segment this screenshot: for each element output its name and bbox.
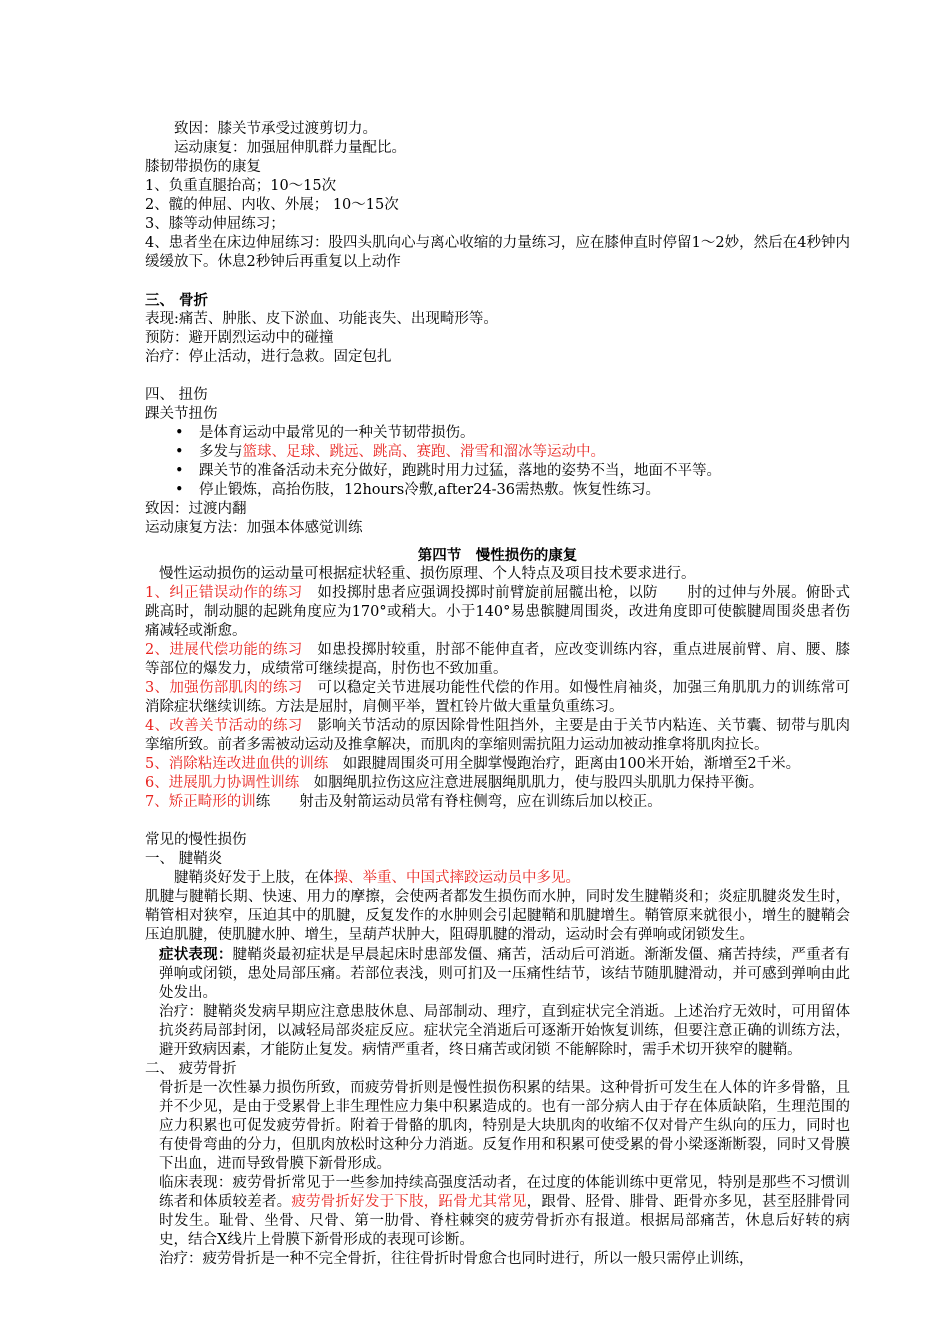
bullet-item: • 是体育运动中最常见的一种关节韧带损伤。 bbox=[175, 425, 475, 441]
paragraph: 症状表现：腱鞘炎最初症状是早晨起床时患部发僵、痛苦，活动后可消逝。渐渐发僵、痛苦持续，严重者有弹响或闭锁，患处局部压痛。若部位表浅，则可扪及一压痛性结节，该结节随肌腱滑动，并可感到弹响由此处发出。 bbox=[159, 946, 851, 1001]
document-page bbox=[145, 120, 850, 1269]
bullet-icon: • bbox=[175, 482, 184, 498]
numbered-paragraph: 4、改善关节活动的练习 影响关节活动的原因除骨性阻挡外，主要是由于关节内粘连、关节囊、韧带与肌肉挛缩所致。前者多需被动运动及推拿解决，而肌肉的挛缩则需抗阻力运动加被动推拿将肌肉拉长。 bbox=[145, 718, 851, 753]
paragraph: 肌腱与腱鞘长期、快速、用力的摩擦，会使两者都发生损伤而水肿，同时发生腱鞘炎和；炎症肌腱炎发生时，鞘管相对狭窄，压迫其中的肌腱，反复发作的水肿则会引起腱鞘和肌腱增生。鞘管原来就很小，增生的腱鞘会压迫肌腱，使肌腱水肿、增生，呈葫芦状肿大，阻碍肌腱的滑动，运动时会有弹响或闭锁发生。 bbox=[145, 889, 850, 943]
text-line: 表现:痛苦、肿胀、皮下淤血、功能丧失、出现畸形等。 bbox=[145, 311, 498, 327]
numbered-paragraph: 2、进展代偿功能的练习 如患投掷肘较重，肘部不能伸直者，应改变训练内容，重点进展前臂、肩、腰、膝等部位的爆发力，成绩常可继续提高，肘伤也不致加重。 bbox=[145, 642, 851, 677]
bullet-icon: • bbox=[175, 425, 184, 441]
bullet-item: • 停止锻炼，高抬伤肢，12hours冷敷,after24-36需热敷。恢复性练习。 bbox=[175, 482, 660, 498]
paragraph: 临床表现：疲劳骨折常见于一些参加持续高强度活动者，在过度的体能训练中更常见，特别是那些不习惯训练者和体质较差者。疲劳骨折好发于下肢，跖骨尤其常见，跟骨、胫骨、腓骨、距骨亦多见，甚至胫腓骨同时发生。耻骨、坐骨、尺骨、第一肋骨、脊柱棘突的疲劳骨折亦有报道。根据局部痛苦，休息后好转的病史，结合X线片上骨膜下新骨形成的表现可诊断。 bbox=[159, 1175, 851, 1248]
text-line: 致因：膝关节承受过渡剪切力。 bbox=[174, 121, 377, 137]
text-line: 治疗：停止活动，进行急救。固定包扎 bbox=[145, 349, 392, 365]
section-heading: 四、 扭伤 bbox=[145, 387, 208, 403]
section-heading: 一、 腱鞘炎 bbox=[145, 851, 223, 867]
numbered-paragraph: 3、加强伤部肌肉的练习 可以稳定关节进展功能性代偿的作用。如慢性肩袖炎，加强三角肌肌力的训练常可消除症状继续训练。方法是屈肘，肩侧平举，置杠铃片做大重量负重练习。 bbox=[145, 680, 851, 715]
bullet-icon: • bbox=[175, 444, 184, 460]
bullet-item: • 踝关节的准备活动未充分做好，跑跳时用力过猛，落地的姿势不当，地面不平等。 bbox=[175, 463, 721, 479]
subheading: 膝韧带损伤的康复 bbox=[145, 159, 261, 175]
paragraph: 骨折是一次性暴力损伤所致，而疲劳骨折则是慢性损伤积累的结果。这种骨折可发生在人体的许多骨骼，且并不少见，是由于受累骨上非生理性应力集中积累造成的。也有一部分病人由于存在体质缺陷，生理范围的应力积累也可促发疲劳骨折。附着于骨骼的肌肉，特别是大块肌肉的收缩不仅对骨产生纵向的压力，同时也有使骨弯曲的分力，但肌肉放松时这种分力消逝。反复作用和积累可使受累的骨小梁逐渐断裂，同时又骨膜下出血，进而导致骨膜下新骨形成。 bbox=[159, 1080, 850, 1172]
bullet-icon: • bbox=[175, 463, 184, 479]
paragraph: 治疗：疲劳骨折是一种不完全骨折，往往骨折时骨愈合也同时进行，所以一般只需停止训练， bbox=[159, 1251, 754, 1267]
bullet-item: • 多发与篮球、足球、跳远、跳高、赛跑、滑雪和溜冰等运动中。 bbox=[175, 444, 605, 460]
text-line: 运动康复：加强屈伸肌群力量配比。 bbox=[174, 140, 406, 156]
list-item: 2、髋的伸屈、内收、外展； 10～15次 bbox=[145, 197, 399, 213]
text-line: 预防：避开剧烈运动中的碰撞 bbox=[145, 330, 334, 346]
subheading: 常见的慢性损伤 bbox=[145, 832, 247, 848]
numbered-paragraph: 7、矫正畸形的训练 射击及射箭运动员常有脊柱侧弯，应在训练后加以校正。 bbox=[145, 794, 662, 810]
numbered-paragraph: 5、消除粘连改进血供的训练 如跟腱周围炎可用全脚掌慢跑治疗，距离由100米开始，渐增至2千米。 bbox=[145, 756, 801, 772]
list-item: 4、患者坐在床边伸屈练习：股四头肌向心与离心收缩的力量练习，应在膝伸直时停留1～2妙，然后在4秒钟内缓缓放下。休息2秒钟后再重复以上动作 bbox=[145, 235, 850, 270]
numbered-paragraph: 6、进展肌力协调性训练 如胭绳肌拉伤这应注意进展胭绳肌肌力，使与股四头肌肌力保持平衡。 bbox=[145, 775, 764, 791]
paragraph: 慢性运动损伤的运动量可根据症状轻重、损伤原理、个人特点及项目技术要求进行。 bbox=[159, 566, 696, 582]
section-heading: 三、 骨折 bbox=[145, 292, 209, 309]
text-line: 运动康复方法：加强本体感觉训练 bbox=[145, 520, 363, 536]
subheading: 踝关节扭伤 bbox=[145, 406, 218, 422]
section-heading: 二、 疲劳骨折 bbox=[145, 1061, 237, 1077]
paragraph: 腱鞘炎好发于上肢，在体操、举重、中国式摔跤运动员中多见。 bbox=[174, 870, 580, 886]
chapter-title: 第四节 慢性损伤的康复 bbox=[417, 547, 578, 564]
numbered-paragraph: 1、纠正错误动作的练习 如投掷肘患者应强调投掷时前臂旋前屈髋出枪，以防 肘的过伸与外展。俯卧式跳高时，制动腿的起跳角度应为170°或稍大。小于140°易患髌腱周围炎，改进角度即可使髌腱周围炎患者伤痛减轻或渐愈。 bbox=[145, 585, 851, 639]
paragraph: 治疗：腱鞘炎发病早期应注意患肢休息、局部制动、理疗，直到症状完全消逝。上述治疗无效时，可用留体抗炎药局部封闭，以减轻局部炎症反应。症状完全消逝后可逐渐开始恢复训练，但要注意正确的训练方法，避开致病因素，才能防止复发。病情严重者，终日痛苦或闭锁 不能解除时，需手术切开狭窄的腱鞘。 bbox=[159, 1004, 850, 1058]
list-item: 3、膝等动伸屈练习； bbox=[145, 216, 285, 232]
list-item: 1、负重直腿抬高；10～15次 bbox=[145, 178, 337, 194]
text-line: 致因：过渡内翻 bbox=[145, 501, 247, 517]
